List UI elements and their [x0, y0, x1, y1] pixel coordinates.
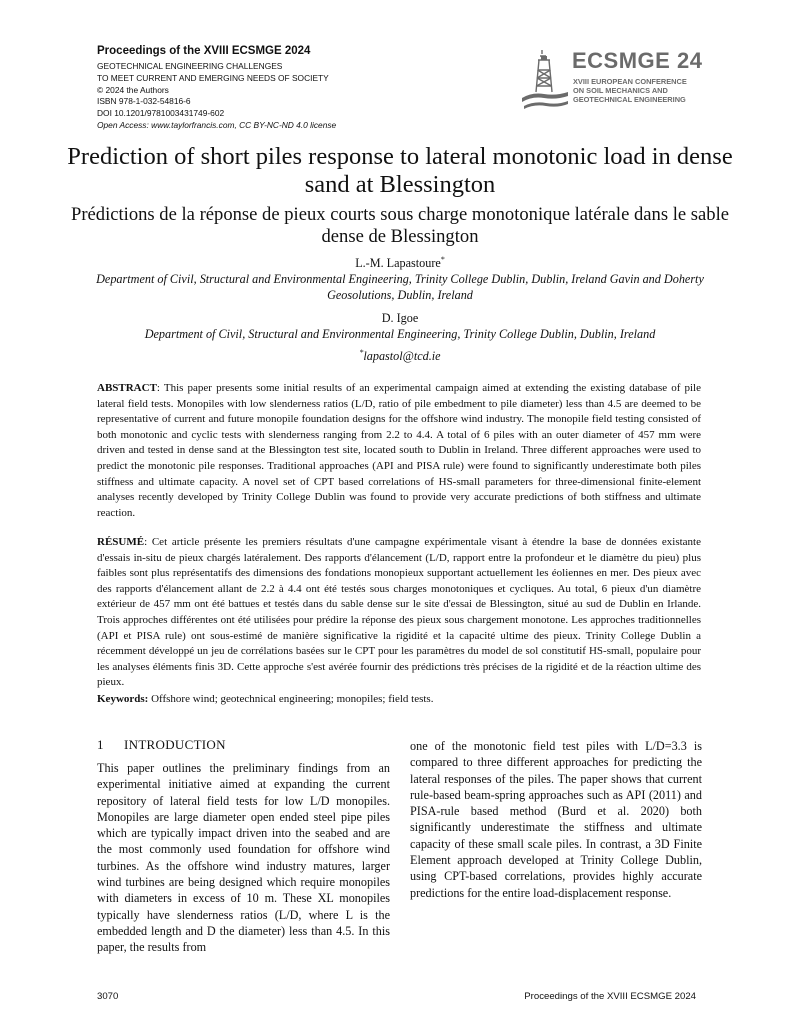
proceedings-title: Proceedings of the XVIII ECSMGE 2024 [97, 45, 311, 57]
logo-subtitle-line: GEOTECHNICAL ENGINEERING [573, 95, 686, 104]
logo-subtitle [573, 77, 713, 104]
keywords-label: Keywords: [97, 693, 149, 705]
resume [97, 535, 701, 691]
corresponding-mark: * [440, 254, 445, 264]
email-line [90, 348, 710, 364]
section-number: 1 [97, 737, 104, 752]
meta-line: DOI 10.1201/9781003431749-602 [97, 108, 225, 119]
logo-name: ECSMGE 24 [572, 48, 703, 73]
author-name: D. Igoe [381, 311, 419, 325]
logo-subtitle-line: XVIII EUROPEAN CONFERENCE [573, 77, 687, 86]
section-title: INTRODUCTION [124, 737, 226, 752]
meta-line: ISBN 978-1-032-54816-6 [97, 96, 191, 107]
section-heading [97, 737, 226, 753]
author-line [60, 255, 740, 271]
email-address: lapastol@tcd.ie [363, 349, 441, 363]
lighthouse-logo-icon [520, 48, 570, 110]
footer-proceedings: Proceedings of the XVIII ECSMGE 2024 [524, 991, 696, 1002]
paper-title: Prediction of short piles response to lateral monotonic load in dense sand at Blessington [67, 143, 733, 198]
abstract-label: ABSTRACT [97, 382, 157, 394]
intro-right-column: one of the monotonic field test piles with L/D=3.3 is compared to three different approaches for predicting the lateral responses of the piles. The paper shows that current rule-based beam-spring approaches such as API (2011) and PISA-rule based method (Burd et al. 2020) both significantly underestimate the stiffness and ultimate capacity of these small scale piles. In contrast, a 3D Finite Element approach developed at Trinity College Dublin, using CPT-based correlations, provides highly accurate predictions for the entire load-displacement response. [410, 739, 702, 900]
logo-subtitle-line: ON SOIL MECHANICS AND [573, 86, 668, 95]
intro-left-column: This paper outlines the preliminary findings from an experimental initiative aimed at expanding the current repository of lateral field tests for low L/D monopiles. Monopiles are large diameter open ended steel pipe piles which are typically impact driven into the seabed and are the most commonly used foundation for offshore wind turbines. As the offshore wind industry matures, larger wind turbines are being designed which require monopiles with diameters in excess of 10 m. These XL monopiles typically have slenderness ratios (L/D, where L is the embedded length and D the diameter) less than 4.5. In this paper, the results from [97, 761, 390, 955]
affiliation: Department of Civil, Structural and Environmental Engineering, Trinity College Dublin, Dublin, Ireland Gavin and Doherty Geosolutions, Dublin, Ireland [96, 272, 704, 302]
abstract-text: : This paper presents some initial results of an experimental campaign aimed at extending the existing database of pile lateral field tests. Monopiles with low slenderness ratios (L/D, ratio of pile embedment to pile diameter) less than 4.5 are deemed to be representative of current and future monopile foundation designs for the offshore wind industry. The monopile field testing consisted of both monotonic and cyclic tests with slenderness ranging from 2.2 to 4.4. A total of 6 piles with an outer diameter of 457 mm were driven and tested in dense sand at the Blessington test site, located south to Dublin in Ireland. Three different approaches were used to predict the monotonic pile responses. Traditional approaches (API and PISA rule) were found to significantly underestimate both piles stiffness and ultimate capacity. A novel set of CPT based correlations of HS-small parameters for three-dimensional finite-element analyses recently developed by Trinity College Dublin was found to provide very accurate predictions of both stiffness and ultimate reaction. [97, 382, 701, 519]
resume-text: : Cet article présente les premiers résultats d'une campagne expérimentale visant à étendre la base de données existante d'essais in-situ de pieux chargés latéralement. Des rapports d'élancement (L/D, rapport entre la profondeur et le diamètre du pieu) plus faibles sont plus représentatifs des dimensions des fondations monopieux supportant actuellement les éoliennes en mer. Des pieux avec des rapports d'élancement allant de 2.2 à 4.4 ont été testés sous charges monotoniques et cycliques. Au total, 6 pieux d'un diamètre extérieur de 457 mm ont été battues et testés dans du sable dense sur le site d'essai de Blessington, situé au sud de Dublin en Irlande. Trois approches différentes ont été utilisées pour prédire la réponse des pieux sous chargement monotone. Les approches traditionnelles (API et PISA rule) ont sous-estimé de manière significative la rigidité et la capacité ultime des pieux. Trinity College Dublin a récemment développé un jeu de corrélations basées sur le CPT pour les paramètres du model de sol constitutif HS-small, populaire pour les analyses éléments finis 3D. Cette approche s'est avérée fournir des prédictions très précises de la rigidité et de la réaction ultime des pieux. [97, 536, 701, 689]
meta-line: © 2024 the Authors [97, 84, 169, 95]
proceedings-header [97, 44, 417, 132]
meta-line: GEOTECHNICAL ENGINEERING CHALLENGES [97, 61, 283, 71]
abstract [97, 381, 701, 521]
affiliation: Department of Civil, Structural and Environmental Engineering, Trinity College Dublin, Dublin, Ireland [144, 327, 656, 341]
page-number: 3070 [97, 991, 119, 1002]
keywords-text: Offshore wind; geotechnical engineering; monopiles; field tests. [148, 693, 434, 705]
keywords [97, 692, 701, 707]
open-access-line: Open Access: www.taylorfrancis.com, CC BY-NC-ND 4.0 license [97, 119, 337, 130]
email-mark: * [359, 347, 364, 357]
paper-title-french: Prédictions de la réponse de pieux courts sous charge monotonique latérale dans le sable dense de Blessington [71, 204, 729, 247]
resume-label: RÉSUMÉ [97, 536, 145, 548]
conference-logo [520, 44, 710, 114]
meta-line: TO MEET CURRENT AND EMERGING NEEDS OF SOCIETY [97, 72, 329, 83]
author-name: L.-M. Lapastoure [355, 256, 441, 270]
